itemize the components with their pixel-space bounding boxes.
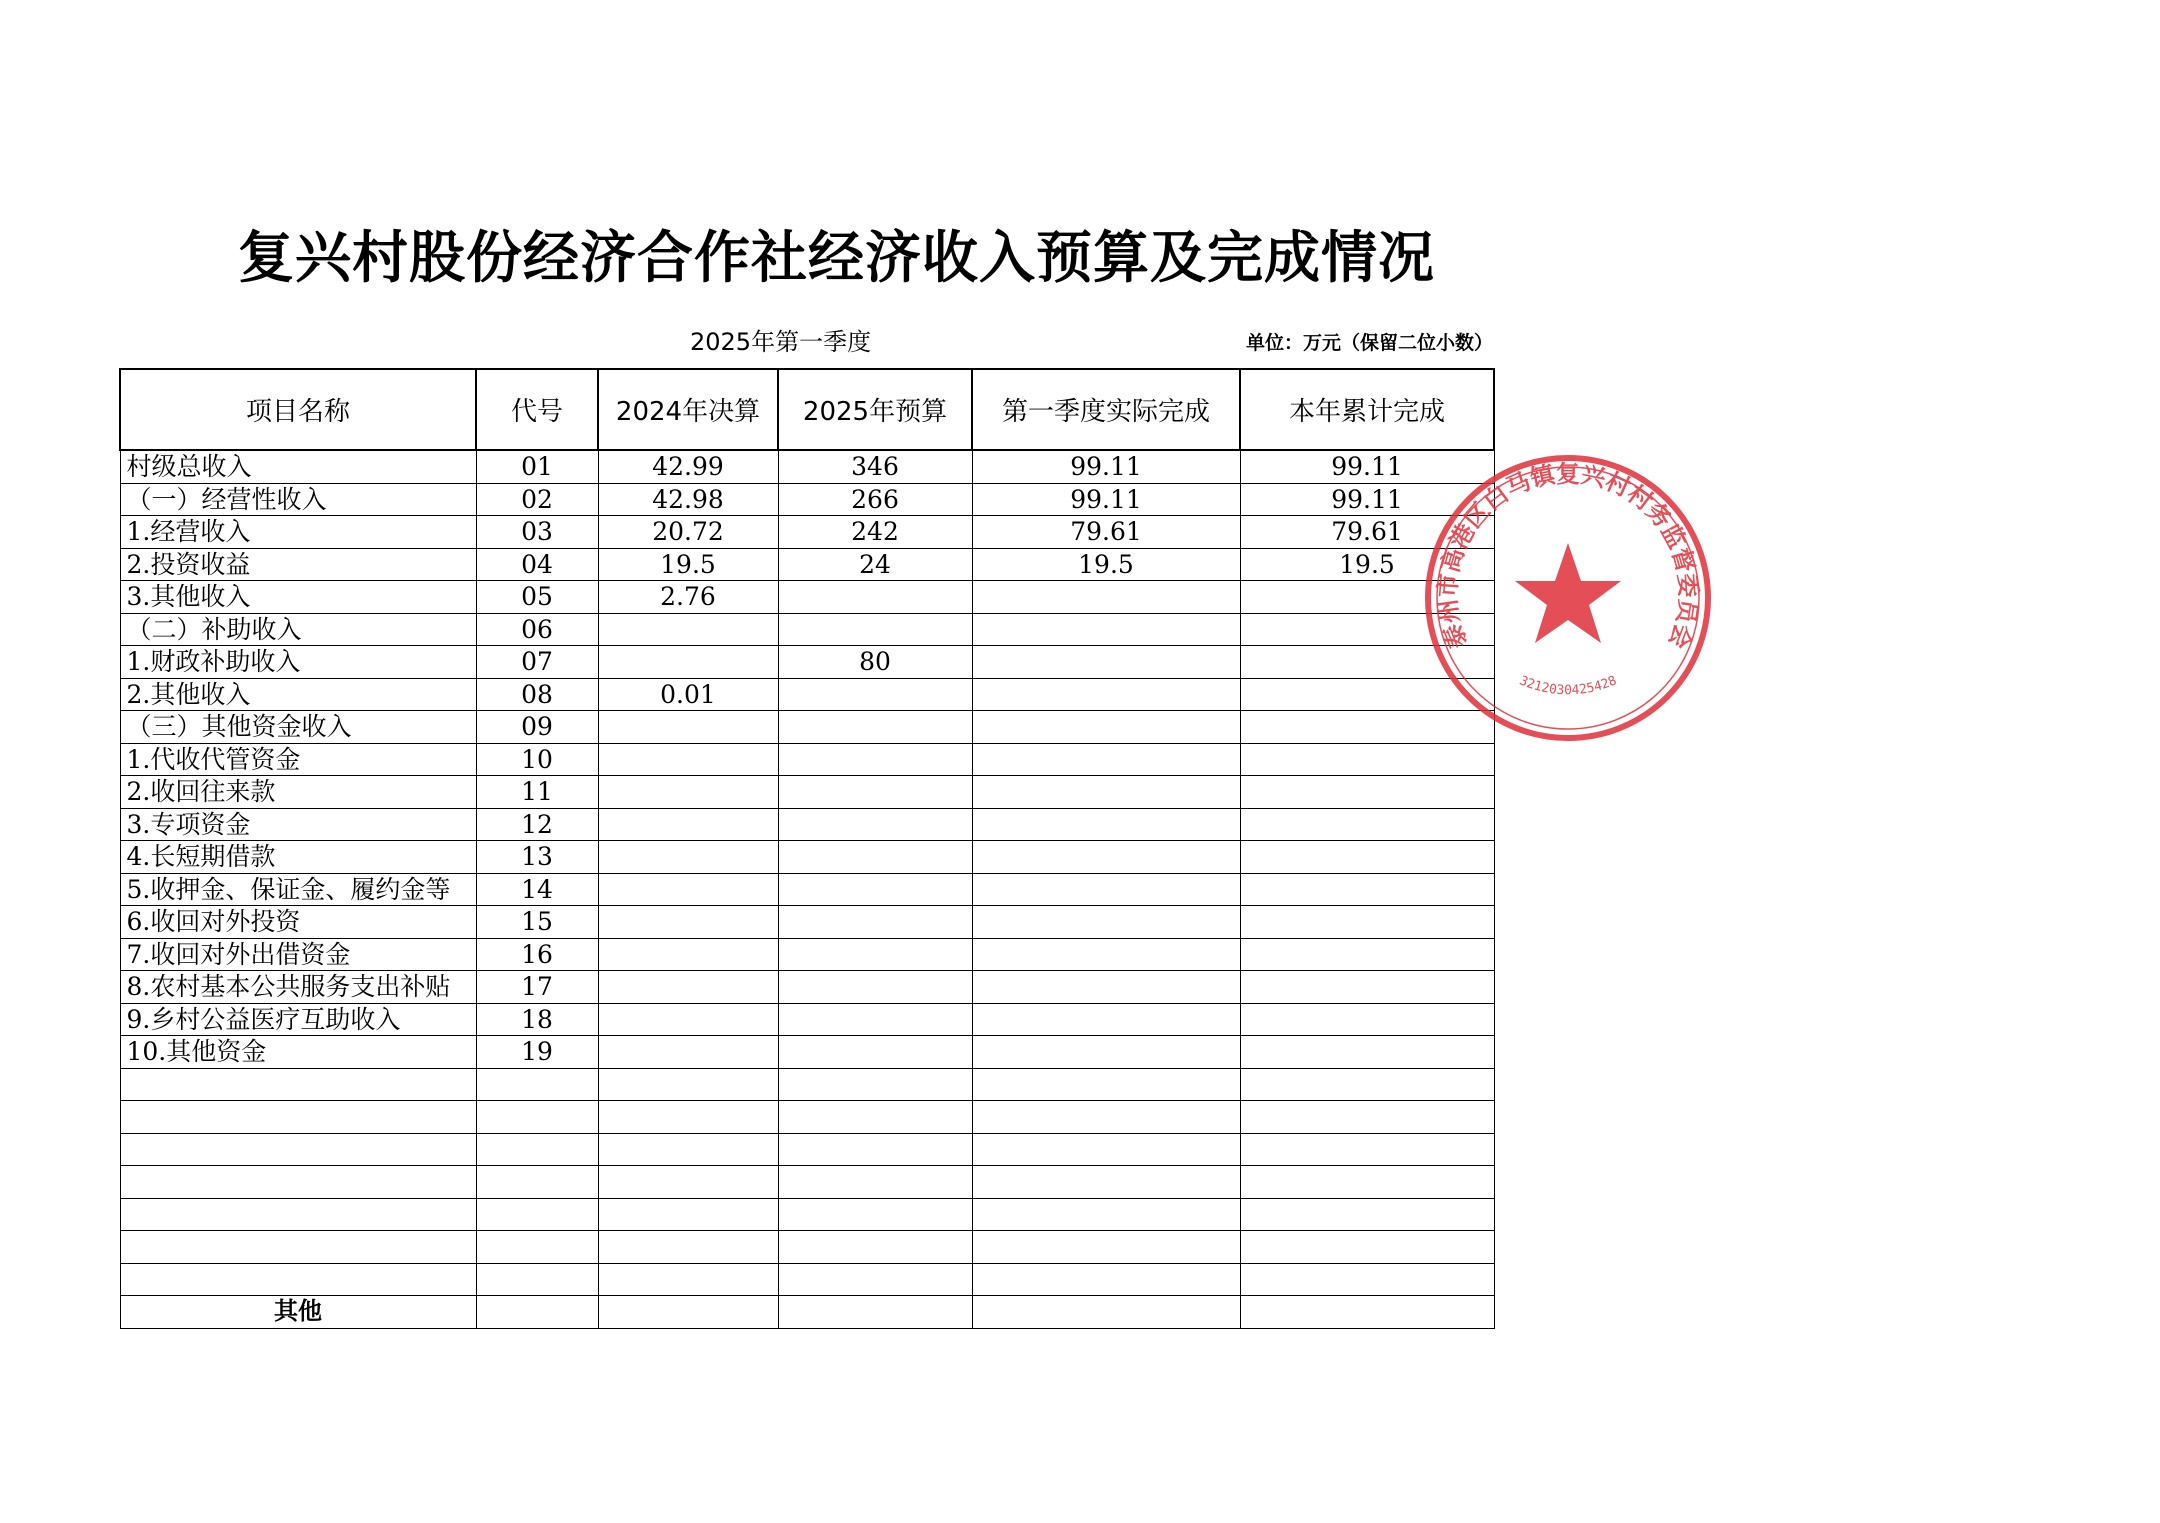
row-2025-budget-cell — [778, 711, 972, 744]
table-row — [120, 1003, 1494, 1036]
row-ytd-cell — [1240, 678, 1494, 711]
row-name-cell: 6.收回对外投资 — [120, 906, 476, 939]
row-ytd-cell — [1240, 743, 1494, 776]
table-row — [120, 1036, 1494, 1069]
empty-cell — [120, 1101, 476, 1134]
empty-cell — [120, 1068, 476, 1101]
empty-row — [120, 1068, 1494, 1101]
header-item-name: 项目名称 — [120, 369, 476, 450]
table-row — [120, 646, 1494, 679]
row-code-cell: 18 — [476, 1003, 598, 1036]
empty-cell — [778, 1133, 972, 1166]
row-2024-final-cell — [598, 938, 778, 971]
row-2024-final-cell: 20.72 — [598, 516, 778, 549]
table-row — [120, 581, 1494, 614]
row-name-cell: （二）补助收入 — [120, 613, 476, 646]
row-ytd-cell — [1240, 1003, 1494, 1036]
row-2025-budget-cell — [778, 1003, 972, 1036]
empty-cell — [778, 1166, 972, 1199]
footer-empty-cell — [778, 1296, 972, 1329]
empty-row — [120, 1263, 1494, 1296]
header-ytd: 本年累计完成 — [1240, 369, 1494, 450]
row-2025-budget-cell — [778, 776, 972, 809]
row-name-cell: 5.收押金、保证金、履约金等 — [120, 873, 476, 906]
empty-cell — [120, 1166, 476, 1199]
row-q1-actual-cell — [972, 938, 1240, 971]
row-2025-budget-cell — [778, 581, 972, 614]
empty-row — [120, 1133, 1494, 1166]
row-ytd-cell: 19.5 — [1240, 548, 1494, 581]
empty-cell — [972, 1068, 1240, 1101]
row-q1-actual-cell — [972, 906, 1240, 939]
empty-cell — [972, 1231, 1240, 1264]
row-2024-final-cell — [598, 971, 778, 1004]
table-row — [120, 516, 1494, 549]
row-q1-actual-cell — [972, 743, 1240, 776]
table-row — [120, 483, 1494, 516]
row-q1-actual-cell — [972, 971, 1240, 1004]
row-code-cell: 07 — [476, 646, 598, 679]
row-2024-final-cell — [598, 613, 778, 646]
star-icon — [1515, 543, 1621, 643]
row-name-cell: 村级总收入 — [120, 450, 476, 483]
row-name-cell: 3.专项资金 — [120, 808, 476, 841]
row-ytd-cell — [1240, 971, 1494, 1004]
row-q1-actual-cell — [972, 711, 1240, 744]
empty-cell — [1240, 1133, 1494, 1166]
empty-cell — [1240, 1263, 1494, 1296]
row-q1-actual-cell — [972, 873, 1240, 906]
header-2025-budget: 2025年预算 — [778, 369, 972, 450]
row-name-cell: 8.农村基本公共服务支出补贴 — [120, 971, 476, 1004]
row-code-cell: 04 — [476, 548, 598, 581]
empty-cell — [476, 1198, 598, 1231]
empty-cell — [598, 1166, 778, 1199]
empty-cell — [778, 1101, 972, 1134]
row-code-cell: 16 — [476, 938, 598, 971]
row-ytd-cell — [1240, 776, 1494, 809]
empty-cell — [778, 1231, 972, 1264]
row-q1-actual-cell — [972, 581, 1240, 614]
empty-cell — [598, 1133, 778, 1166]
seal-text: 泰州市高港区白马镇复兴村村务监督委员会 — [1432, 458, 1704, 653]
report-period: 2025年第一季度 — [690, 328, 872, 356]
empty-cell — [1240, 1101, 1494, 1134]
row-2025-budget-cell: 346 — [778, 450, 972, 483]
empty-cell — [476, 1231, 598, 1264]
table-row — [120, 711, 1494, 744]
row-name-cell: 1.代收代管资金 — [120, 743, 476, 776]
row-name-cell: 2.收回往来款 — [120, 776, 476, 809]
row-2025-budget-cell — [778, 906, 972, 939]
row-q1-actual-cell — [972, 613, 1240, 646]
row-name-cell: 1.经营收入 — [120, 516, 476, 549]
row-2025-budget-cell — [778, 841, 972, 874]
row-2025-budget-cell: 80 — [778, 646, 972, 679]
document-title: 复兴村股份经济合作社经济收入预算及完成情况 — [238, 226, 1435, 291]
table-row — [120, 548, 1494, 581]
table-row — [120, 906, 1494, 939]
row-name-cell: （三）其他资金收入 — [120, 711, 476, 744]
row-2024-final-cell — [598, 646, 778, 679]
row-2025-budget-cell — [778, 808, 972, 841]
row-code-cell: 17 — [476, 971, 598, 1004]
empty-cell — [598, 1068, 778, 1101]
table-row — [120, 613, 1494, 646]
empty-cell — [120, 1263, 476, 1296]
empty-cell — [120, 1133, 476, 1166]
footer-empty-cell — [972, 1296, 1240, 1329]
empty-cell — [476, 1166, 598, 1199]
row-2024-final-cell — [598, 841, 778, 874]
empty-cell — [972, 1166, 1240, 1199]
empty-cell — [120, 1198, 476, 1231]
empty-cell — [1240, 1198, 1494, 1231]
row-code-cell: 01 — [476, 450, 598, 483]
row-code-cell: 12 — [476, 808, 598, 841]
empty-row — [120, 1101, 1494, 1134]
empty-cell — [120, 1231, 476, 1264]
footer-other-label: 其他 — [120, 1296, 476, 1329]
table-header-row — [120, 369, 1494, 450]
row-code-cell: 03 — [476, 516, 598, 549]
row-ytd-cell: 99.11 — [1240, 483, 1494, 516]
row-2024-final-cell — [598, 1003, 778, 1036]
empty-cell — [476, 1101, 598, 1134]
empty-cell — [1240, 1231, 1494, 1264]
row-q1-actual-cell — [972, 841, 1240, 874]
row-2024-final-cell: 42.99 — [598, 450, 778, 483]
unit-note: 单位：万元（保留二位小数） — [1246, 332, 1494, 354]
row-code-cell: 05 — [476, 581, 598, 614]
row-2024-final-cell: 42.98 — [598, 483, 778, 516]
empty-cell — [1240, 1068, 1494, 1101]
row-code-cell: 09 — [476, 711, 598, 744]
row-q1-actual-cell — [972, 1036, 1240, 1069]
footer-row — [120, 1296, 1494, 1329]
table-row — [120, 841, 1494, 874]
row-name-cell: 7.收回对外出借资金 — [120, 938, 476, 971]
row-name-cell: 1.财政补助收入 — [120, 646, 476, 679]
row-2024-final-cell — [598, 808, 778, 841]
seal-number: 3212030425428 — [1517, 673, 1619, 699]
row-ytd-cell — [1240, 613, 1494, 646]
row-name-cell: （一）经营性收入 — [120, 483, 476, 516]
income-table — [119, 368, 1495, 1329]
empty-cell — [476, 1068, 598, 1101]
row-2025-budget-cell: 24 — [778, 548, 972, 581]
row-code-cell: 11 — [476, 776, 598, 809]
row-name-cell: 4.长短期借款 — [120, 841, 476, 874]
empty-cell — [778, 1198, 972, 1231]
header-2024-final: 2024年决算 — [598, 369, 778, 450]
header-code: 代号 — [476, 369, 598, 450]
table-row — [120, 938, 1494, 971]
empty-cell — [476, 1133, 598, 1166]
row-q1-actual-cell: 99.11 — [972, 483, 1240, 516]
row-ytd-cell — [1240, 873, 1494, 906]
empty-cell — [972, 1198, 1240, 1231]
row-2024-final-cell — [598, 1036, 778, 1069]
row-code-cell: 08 — [476, 678, 598, 711]
row-2025-budget-cell: 242 — [778, 516, 972, 549]
row-q1-actual-cell — [972, 1003, 1240, 1036]
row-ytd-cell — [1240, 646, 1494, 679]
row-2025-budget-cell — [778, 613, 972, 646]
row-ytd-cell — [1240, 808, 1494, 841]
row-2025-budget-cell — [778, 971, 972, 1004]
footer-empty-cell — [1240, 1296, 1494, 1329]
row-2025-budget-cell — [778, 873, 972, 906]
table-row — [120, 743, 1494, 776]
row-2024-final-cell: 19.5 — [598, 548, 778, 581]
row-2024-final-cell — [598, 743, 778, 776]
row-q1-actual-cell — [972, 776, 1240, 809]
row-name-cell: 10.其他资金 — [120, 1036, 476, 1069]
empty-row — [120, 1231, 1494, 1264]
table-row — [120, 776, 1494, 809]
row-2024-final-cell — [598, 906, 778, 939]
empty-cell — [598, 1263, 778, 1296]
row-ytd-cell — [1240, 711, 1494, 744]
empty-cell — [972, 1101, 1240, 1134]
row-2025-budget-cell — [778, 743, 972, 776]
row-2024-final-cell: 2.76 — [598, 581, 778, 614]
row-ytd-cell — [1240, 1036, 1494, 1069]
empty-cell — [598, 1231, 778, 1264]
empty-row — [120, 1198, 1494, 1231]
table-row — [120, 971, 1494, 1004]
table-body — [120, 450, 1494, 1328]
row-q1-actual-cell: 99.11 — [972, 450, 1240, 483]
header-q1-actual: 第一季度实际完成 — [972, 369, 1240, 450]
row-q1-actual-cell — [972, 678, 1240, 711]
row-ytd-cell — [1240, 906, 1494, 939]
row-2025-budget-cell — [778, 938, 972, 971]
empty-cell — [778, 1068, 972, 1101]
empty-cell — [778, 1263, 972, 1296]
row-2024-final-cell — [598, 711, 778, 744]
table-row — [120, 678, 1494, 711]
empty-cell — [476, 1263, 598, 1296]
table-row — [120, 808, 1494, 841]
row-code-cell: 06 — [476, 613, 598, 646]
empty-cell — [972, 1263, 1240, 1296]
row-code-cell: 13 — [476, 841, 598, 874]
row-2024-final-cell — [598, 776, 778, 809]
empty-cell — [972, 1133, 1240, 1166]
row-q1-actual-cell — [972, 646, 1240, 679]
row-q1-actual-cell: 19.5 — [972, 548, 1240, 581]
empty-cell — [598, 1101, 778, 1134]
row-name-cell: 2.其他收入 — [120, 678, 476, 711]
row-ytd-cell — [1240, 938, 1494, 971]
empty-cell — [1240, 1166, 1494, 1199]
row-code-cell: 02 — [476, 483, 598, 516]
empty-row — [120, 1166, 1494, 1199]
row-name-cell: 9.乡村公益医疗互助收入 — [120, 1003, 476, 1036]
row-name-cell: 3.其他收入 — [120, 581, 476, 614]
row-code-cell: 15 — [476, 906, 598, 939]
row-ytd-cell — [1240, 841, 1494, 874]
row-code-cell: 19 — [476, 1036, 598, 1069]
footer-empty-cell — [598, 1296, 778, 1329]
table-row — [120, 873, 1494, 906]
row-q1-actual-cell: 79.61 — [972, 516, 1240, 549]
table-row — [120, 450, 1494, 483]
footer-empty-cell — [476, 1296, 598, 1329]
row-code-cell: 14 — [476, 873, 598, 906]
row-ytd-cell — [1240, 581, 1494, 614]
row-2024-final-cell: 0.01 — [598, 678, 778, 711]
row-ytd-cell: 99.11 — [1240, 450, 1494, 483]
row-q1-actual-cell — [972, 808, 1240, 841]
row-code-cell: 10 — [476, 743, 598, 776]
row-2025-budget-cell — [778, 1036, 972, 1069]
empty-cell — [598, 1198, 778, 1231]
row-2024-final-cell — [598, 873, 778, 906]
row-2025-budget-cell — [778, 678, 972, 711]
row-ytd-cell: 79.61 — [1240, 516, 1494, 549]
row-name-cell: 2.投资收益 — [120, 548, 476, 581]
row-2025-budget-cell: 266 — [778, 483, 972, 516]
